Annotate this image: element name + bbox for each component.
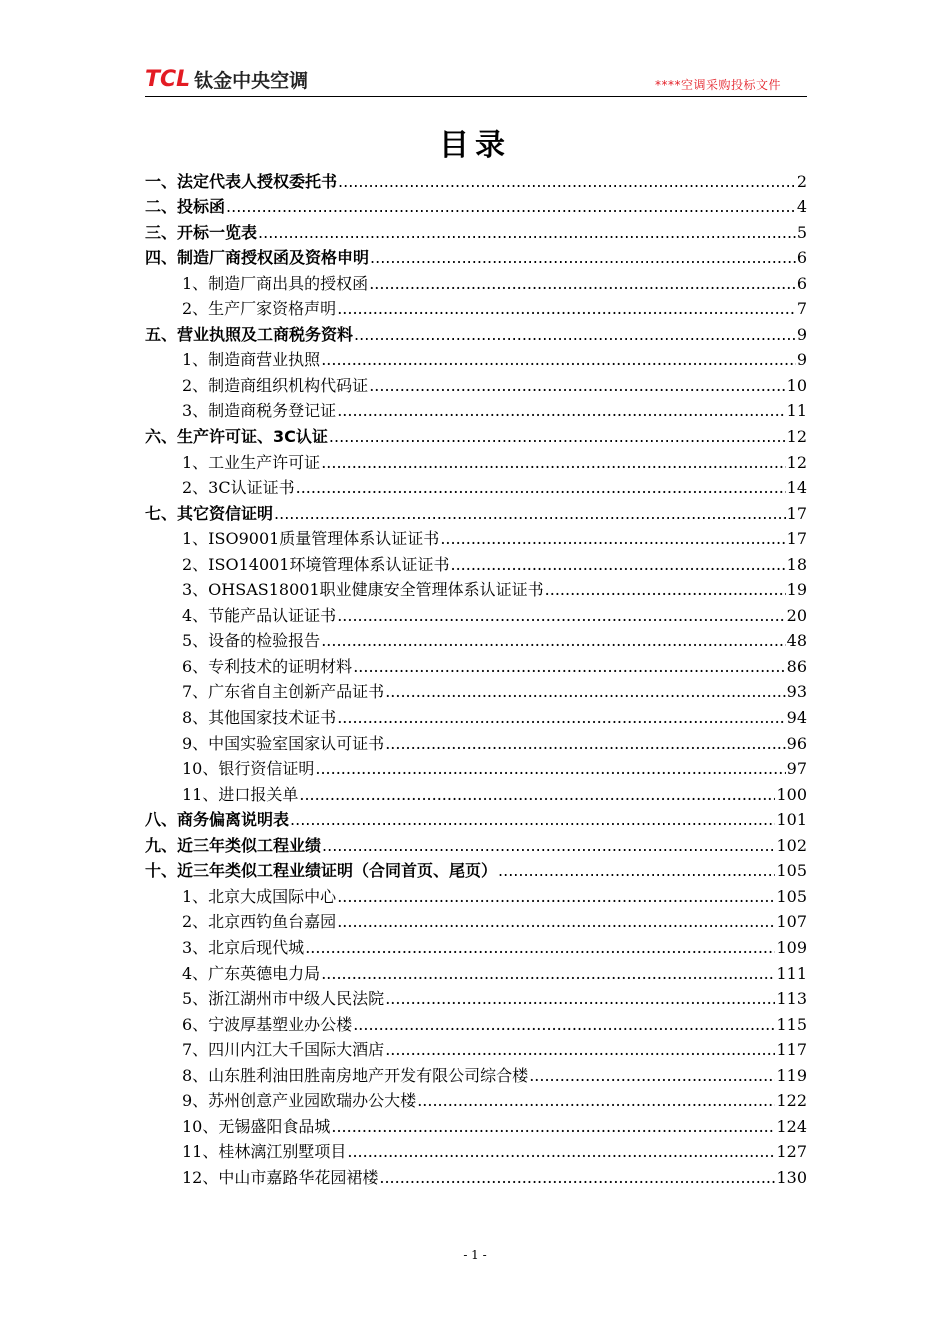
- toc-entry-page: 96: [786, 733, 807, 753]
- toc-entry-page: 113: [776, 989, 807, 1009]
- toc-dot-leader: [529, 1066, 775, 1086]
- toc-dot-leader: [321, 631, 785, 651]
- toc-dot-leader: [305, 938, 775, 958]
- toc-entry-title: 三、开标一览表: [145, 222, 258, 242]
- toc-entry-title: 2、生产厂家资格声明: [182, 299, 337, 319]
- toc-subsection-entry[interactable]: [145, 1035, 807, 1061]
- toc-dot-leader: [274, 504, 786, 524]
- toc-dot-leader: [354, 325, 796, 345]
- toc-dot-leader: [337, 606, 785, 626]
- toc-section-entry[interactable]: [145, 856, 807, 882]
- toc-entry-page: 117: [776, 1040, 807, 1060]
- toc-entry-title: 一、法定代表人授权委托书: [145, 171, 338, 191]
- toc-entry-title: 八、商务偏离说明表: [145, 810, 290, 830]
- logo-product-text: 钛金中央空调: [194, 69, 309, 92]
- toc-entry-title: 10、无锡盛阳食品城: [182, 1116, 331, 1136]
- toc-entry-title: 6、宁波厚基塑业办公楼: [182, 1014, 353, 1034]
- toc-subsection-entry[interactable]: [145, 447, 807, 473]
- toc-entry-page: 107: [776, 912, 807, 932]
- toc-entry-title: 1、ISO9001质量管理体系认证证书: [182, 529, 440, 549]
- toc-entry-title: 9、中国实验室国家认可证书: [182, 733, 385, 753]
- toc-section-entry[interactable]: [145, 830, 807, 856]
- toc-subsection-entry[interactable]: [145, 984, 807, 1010]
- toc-dot-leader: [226, 197, 796, 217]
- toc-entry-page: 97: [786, 759, 807, 779]
- toc-dot-leader: [440, 529, 785, 549]
- toc-entry-title: 四、制造厂商授权函及资格申明: [145, 248, 370, 268]
- toc-entry-page: 94: [786, 708, 807, 728]
- toc-entry-page: 2: [796, 171, 807, 191]
- toc-entry-page: 6: [796, 273, 807, 293]
- toc-section-entry[interactable]: [145, 319, 807, 345]
- toc-dot-leader: [385, 989, 775, 1009]
- toc-subsection-entry[interactable]: [145, 1009, 807, 1035]
- toc-entry-title: 2、3C认证证书: [182, 478, 295, 498]
- toc-dot-leader: [337, 299, 796, 319]
- page-header: [145, 66, 807, 97]
- toc-entry-page: 109: [776, 937, 807, 957]
- toc-entry-title: 10、银行资信证明: [182, 759, 315, 779]
- toc-dot-leader: [321, 350, 796, 370]
- toc-dot-leader: [321, 964, 775, 984]
- toc-subsection-entry[interactable]: [145, 1111, 807, 1137]
- toc-entry-page: 9: [796, 350, 807, 370]
- toc-subsection-entry[interactable]: [145, 1137, 807, 1163]
- toc-subsection-entry[interactable]: [145, 881, 807, 907]
- toc-entry-page: 14: [786, 478, 807, 498]
- toc-entry-page: 127: [776, 1142, 807, 1162]
- toc-entry-page: 4: [796, 197, 807, 217]
- toc-dot-leader: [369, 376, 785, 396]
- document-subtitle: ****空调采购投标文件: [654, 78, 781, 92]
- toc-subsection-entry[interactable]: [145, 473, 807, 499]
- toc-entry-title: 七、其它资信证明: [145, 503, 274, 523]
- toc-entry-title: 3、OHSAS18001职业健康安全管理体系认证证书: [182, 580, 544, 600]
- toc-entry-title: 1、制造商营业执照: [182, 350, 321, 370]
- toc-entry-title: 7、广东省自主创新产品证书: [182, 682, 385, 702]
- toc-dot-leader: [369, 274, 796, 294]
- toc-entry-page: 124: [776, 1116, 807, 1136]
- toc-dot-leader: [290, 810, 775, 830]
- toc-dot-leader: [379, 1168, 775, 1188]
- toc-entry-page: 18: [786, 554, 807, 574]
- toc-subsection-entry[interactable]: [145, 958, 807, 984]
- toc-dot-leader: [321, 453, 785, 473]
- toc-entry-title: 九、近三年类似工程业绩: [145, 835, 322, 855]
- toc-entry-page: 17: [786, 529, 807, 549]
- toc-subsection-entry[interactable]: [145, 294, 807, 320]
- toc-entry-title: 五、营业执照及工商税务资料: [145, 324, 354, 344]
- toc-dot-leader: [299, 785, 775, 805]
- toc-dot-leader: [337, 401, 785, 421]
- toc-subsection-entry[interactable]: [145, 932, 807, 958]
- toc-entry-page: 119: [776, 1065, 807, 1085]
- toc-subsection-entry[interactable]: [145, 728, 807, 754]
- toc-entry-page: 115: [776, 1014, 807, 1034]
- toc-subsection-entry[interactable]: [145, 626, 807, 652]
- toc-subsection-entry[interactable]: [145, 907, 807, 933]
- toc-entry-title: 11、进口报关单: [182, 784, 299, 804]
- toc-section-entry[interactable]: [145, 498, 807, 524]
- toc-entry-title: 六、生产许可证、3C认证: [145, 427, 328, 447]
- toc-subsection-entry[interactable]: [145, 524, 807, 550]
- toc-entry-page: 6: [796, 248, 807, 268]
- toc-dot-leader: [338, 172, 796, 192]
- toc-entry-title: 3、北京后现代城: [182, 937, 305, 957]
- toc-entry-title: 2、北京西钓鱼台嘉园: [182, 912, 337, 932]
- toc-entry-title: 8、山东胜利油田胜南房地产开发有限公司综合楼: [182, 1065, 529, 1085]
- toc-subsection-entry[interactable]: [145, 754, 807, 780]
- toc-entry-title: 6、专利技术的证明材料: [182, 656, 353, 676]
- toc-entry-title: 12、中山市嘉路华花园裙楼: [182, 1167, 379, 1187]
- toc-subsection-entry[interactable]: [145, 779, 807, 805]
- toc-subsection-entry[interactable]: [145, 600, 807, 626]
- toc-dot-leader: [385, 734, 785, 754]
- logo-brand-text: TCL: [145, 66, 191, 92]
- toc-entry-page: 93: [786, 682, 807, 702]
- toc-dot-leader: [385, 1040, 775, 1060]
- toc-subsection-entry[interactable]: [145, 370, 807, 396]
- toc-entry-title: 十、近三年类似工程业绩证明（合同首页、尾页）: [145, 861, 498, 881]
- toc-dot-leader: [322, 836, 775, 856]
- toc-entry-title: 3、制造商税务登记证: [182, 401, 337, 421]
- toc-entry-page: 105: [776, 886, 807, 906]
- toc-entry-page: 11: [786, 401, 807, 421]
- toc-entry-title: 1、制造厂商出具的授权函: [182, 273, 369, 293]
- toc-dot-leader: [337, 708, 785, 728]
- toc-dot-leader: [337, 912, 775, 932]
- toc-dot-leader: [258, 223, 796, 243]
- toc-section-entry[interactable]: [145, 805, 807, 831]
- toc-entry-title: 5、浙江湖州市中级人民法院: [182, 989, 385, 1009]
- toc-dot-leader: [347, 1142, 775, 1162]
- toc-section-entry[interactable]: [145, 217, 807, 243]
- toc-dot-leader: [545, 580, 786, 600]
- toc-entry-title: 4、广东英德电力局: [182, 963, 321, 983]
- toc-subsection-entry[interactable]: [145, 345, 807, 371]
- toc-dot-leader: [337, 887, 775, 907]
- toc-section-entry[interactable]: [145, 192, 807, 218]
- toc-entry-page: 122: [776, 1091, 807, 1111]
- toc-entry-page: 102: [776, 835, 807, 855]
- toc-entry-title: 2、制造商组织机构代码证: [182, 375, 369, 395]
- toc-dot-leader: [385, 682, 785, 702]
- toc-entry-page: 9: [796, 324, 807, 344]
- toc-subsection-entry[interactable]: [145, 677, 807, 703]
- toc-entry-page: 86: [786, 656, 807, 676]
- toc-entry-title: 9、苏州创意产业园欧瑞办公大楼: [182, 1091, 417, 1111]
- toc-entry-page: 111: [776, 963, 807, 983]
- toc-section-entry[interactable]: [145, 421, 807, 447]
- toc-dot-leader: [370, 248, 796, 268]
- toc-entry-page: 105: [776, 861, 807, 881]
- toc-entry-page: 17: [786, 503, 807, 523]
- toc-subsection-entry[interactable]: [145, 396, 807, 422]
- toc-entry-title: 7、四川内江大千国际大酒店: [182, 1040, 385, 1060]
- toc-subsection-entry[interactable]: [145, 651, 807, 677]
- toc-subsection-entry[interactable]: [145, 1086, 807, 1112]
- toc-entry-page: 10: [786, 375, 807, 395]
- toc-entry-page: 101: [776, 810, 807, 830]
- toc-dot-leader: [353, 1015, 775, 1035]
- tcl-logo: [145, 66, 308, 92]
- toc-entry-page: 12: [786, 427, 807, 447]
- toc-entry-page: 20: [786, 605, 807, 625]
- toc-entry-title: 二、投标函: [145, 197, 226, 217]
- toc-entry-title: 5、设备的检验报告: [182, 631, 321, 651]
- toc-entry-page: 7: [796, 299, 807, 319]
- toc-entry-page: 12: [786, 452, 807, 472]
- toc-dot-leader: [329, 427, 786, 447]
- toc-subsection-entry[interactable]: [145, 702, 807, 728]
- toc-entry-page: 19: [786, 580, 807, 600]
- toc-entry-title: 8、其他国家技术证书: [182, 708, 337, 728]
- toc-subsection-entry[interactable]: [145, 575, 807, 601]
- toc-dot-leader: [498, 861, 775, 881]
- toc-subsection-entry[interactable]: [145, 1060, 807, 1086]
- toc-dot-leader: [315, 759, 785, 779]
- toc-subsection-entry[interactable]: [145, 1162, 807, 1188]
- toc-entry-page: 5: [796, 222, 807, 242]
- toc-entry-page: 48: [786, 631, 807, 651]
- toc-entry-page: 100: [776, 784, 807, 804]
- toc-dot-leader: [417, 1091, 775, 1111]
- toc-dot-leader: [296, 478, 786, 498]
- table-of-contents: [145, 166, 807, 1188]
- toc-subsection-entry[interactable]: [145, 549, 807, 575]
- toc-entry-title: 2、ISO14001环境管理体系认证证书: [182, 554, 450, 574]
- toc-entry-title: 11、桂林漓江别墅项目: [182, 1142, 347, 1162]
- toc-entry-title: 1、工业生产许可证: [182, 452, 321, 472]
- toc-dot-leader: [353, 657, 785, 677]
- page-title: 目录: [439, 128, 511, 163]
- toc-dot-leader: [331, 1117, 775, 1137]
- toc-entry-title: 1、北京大成国际中心: [182, 886, 337, 906]
- page-number: - 1 -: [463, 1248, 487, 1262]
- toc-section-entry[interactable]: [145, 243, 807, 269]
- toc-subsection-entry[interactable]: [145, 268, 807, 294]
- toc-entry-page: 130: [776, 1167, 807, 1187]
- toc-entry-title: 4、节能产品认证证书: [182, 605, 337, 625]
- toc-section-entry[interactable]: [145, 166, 807, 192]
- toc-dot-leader: [450, 555, 785, 575]
